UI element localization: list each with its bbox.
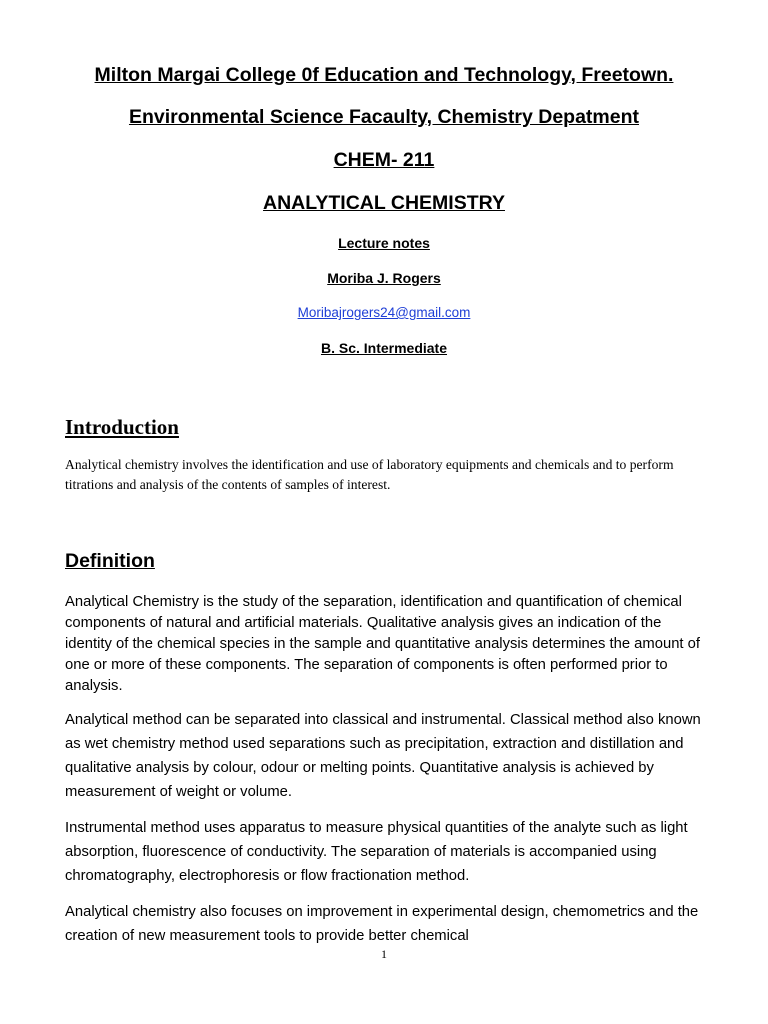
definition-paragraph-1: Analytical Chemistry is the study of the separation, identification and quantification of chemical components of natural and artificial materials. Qualitative analysis gives an indication of the identity of the chemical species in the sample and quantitative analysis determines the amount of one or more of these components. The separation of components is often performed prior to analysis.: [65, 594, 700, 694]
author-email-link[interactable]: Moribajrogers24@gmail.com: [297, 305, 471, 320]
author-name: Moriba J. Rogers: [327, 270, 441, 286]
course-code: CHEM- 211: [333, 149, 435, 171]
introduction-text: Analytical chemistry involves the identification and use of laboratory equipments and chemicals and to perform titrations and analysis of the contents of samples of interest.: [65, 457, 674, 492]
study-level: B. Sc. Intermediate: [320, 340, 448, 356]
college-name: Milton Margai College 0f Education and Technology, Freetown.: [94, 64, 674, 86]
definition-heading: Definition: [65, 550, 155, 572]
page-number: 1: [381, 947, 387, 961]
definition-paragraph-2: Analytical method can be separated into classical and instrumental. Classical method also known as wet chemistry method used separations such as precipitation, extraction and distillation and qualitative analysis by colour, odour or melting points. Quantitative analysis is achieved by measurement of weight or volume.: [65, 712, 701, 800]
course-title: ANALYTICAL CHEMISTRY: [263, 192, 505, 214]
definition-paragraph-4: Analytical chemistry also focuses on improvement in experimental design, chemometrics and the creation of new measurement tools to provide better chemical: [65, 904, 699, 944]
introduction-heading: Introduction: [65, 415, 179, 439]
definition-paragraph-3: Instrumental method uses apparatus to measure physical quantities of the analyte such as light absorption, fluorescence of conductivity. The separation of materials is accompanied using chromatography, electrophoresis or flow fractionation method.: [65, 820, 688, 884]
faculty-name: Environmental Science Facaulty, Chemistry Depatment: [128, 106, 640, 128]
document-type: Lecture notes: [338, 235, 430, 251]
